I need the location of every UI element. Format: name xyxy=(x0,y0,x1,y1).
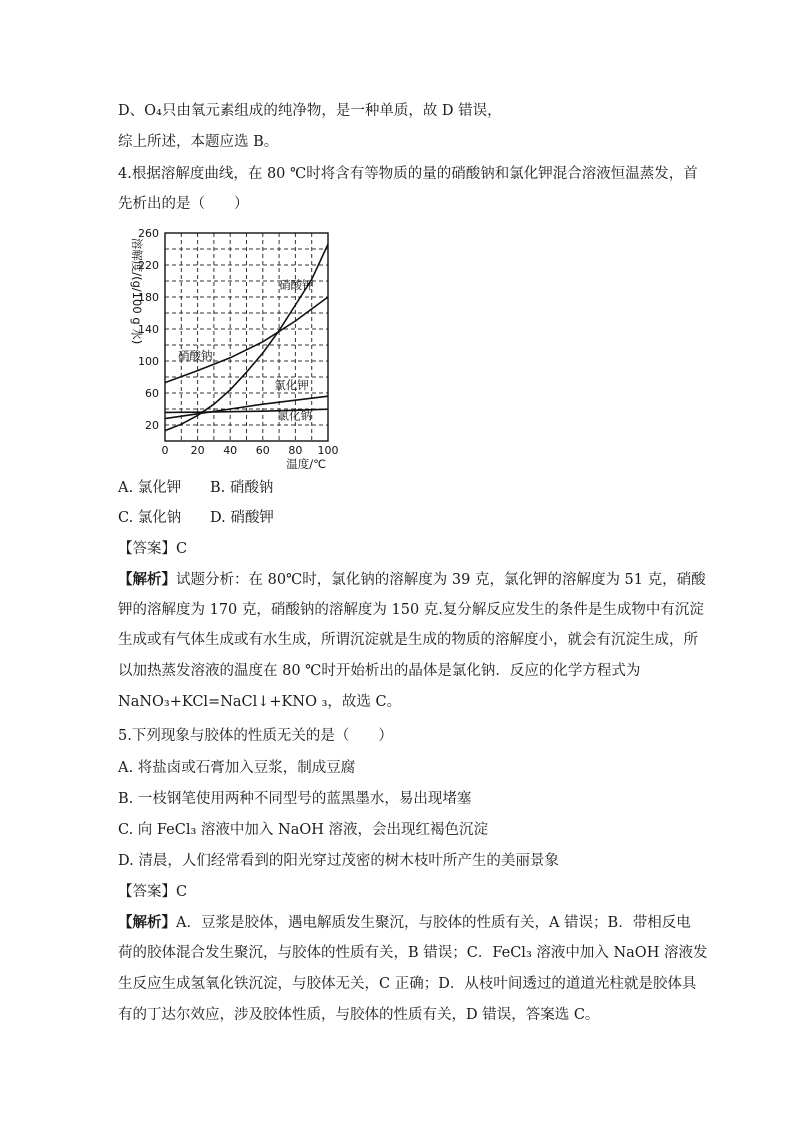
y-axis-label: 溶解度/(g/100 g 水) xyxy=(130,237,144,345)
q5-stem: 5.下列现象与胶体的性质无关的是（ ） xyxy=(118,728,393,744)
y-tick-label: 180 xyxy=(138,291,159,304)
q4-option-b: B. 硝酸钠 xyxy=(210,480,274,496)
y-tick-label: 20 xyxy=(145,419,159,432)
q4-stem-line1: 4.根据溶解度曲线，在 80 ℃时将含有等物质的量的硝酸钠和氯化钾混合溶液恒温蒸发，首 xyxy=(118,166,698,182)
q5-analysis-text: A．豆浆是胶体，遇电解质发生聚沉，与胶体的性质有关，A 错误；B．带相反电 xyxy=(176,915,691,931)
q4-answer: 【答案】C xyxy=(118,541,188,557)
q5-answer: 【答案】C xyxy=(118,884,188,900)
q5-analysis-line4: 有的丁达尔效应，涉及胶体性质，与胶体的性质有关，D 错误，答案选 C。 xyxy=(118,1007,600,1023)
q5-option-c: C. 向 FeCl₃ 溶液中加入 NaOH 溶液，会出现红褐色沉淀 xyxy=(118,822,488,838)
y-tick-label: 220 xyxy=(138,259,159,272)
chart-tick-labels xyxy=(130,227,338,469)
q5-option-a: A. 将盐卤或石膏加入豆浆，制成豆腐 xyxy=(118,760,356,776)
q4-analysis-line2: 钾的溶解度为 170 克，硝酸钠的溶解度为 150 克.复分解反应发生的条件是生成物中有沉淀 xyxy=(118,602,704,618)
q4-option-a: A. 氯化钾 xyxy=(118,480,182,496)
y-tick-label: 260 xyxy=(138,227,159,240)
y-tick-label: 100 xyxy=(138,355,159,368)
series-label: 氯化钠 xyxy=(277,408,312,423)
series-label: 氯化钾 xyxy=(274,378,309,392)
q5-option-d: D. 清晨，人们经常看到的阳光穿过茂密的树木枝叶所产生的美丽景象 xyxy=(118,853,559,869)
solubility-chart xyxy=(118,224,338,469)
x-tick-label: 100 xyxy=(317,444,338,457)
q4-option-c: C. 氯化钠 xyxy=(118,510,182,526)
y-tick-label: 140 xyxy=(138,323,159,336)
x-tick-label: 40 xyxy=(223,444,238,457)
x-tick-label: 20 xyxy=(190,444,205,457)
x-tick-label: 60 xyxy=(255,444,270,457)
series-label: 硝酸钠 xyxy=(178,348,213,363)
q4-analysis-line1 xyxy=(118,570,706,590)
q4-analysis-line4: 以加热蒸发溶液的温度在 80 ℃时开始析出的晶体是氯化钠．反应的化学方程式为 xyxy=(118,663,641,679)
q3-option-d-analysis: D、O₄只由氧元素组成的纯净物，是一种单质，故 D 错误， xyxy=(118,103,502,119)
x-tick-label: 0 xyxy=(161,444,169,457)
q5-analysis-label: 【解析】 xyxy=(118,914,176,931)
q5-option-b: B. 一枝钢笔使用两种不同型号的蓝黑墨水，易出现堵塞 xyxy=(118,791,472,807)
q5-analysis-line3: 生反应生成氢氧化铁沉淀，与胶体无关，C 正确；D．从枝叶间透过的道道光柱就是胶体具 xyxy=(118,976,697,992)
x-axis-label: 温度/℃ xyxy=(286,457,326,469)
q4-analysis-text: 试题分析：在 80℃时，氯化钠的溶解度为 39 克，氯化钾的溶解度为 51 克，硝酸 xyxy=(176,572,706,588)
y-tick-label: 60 xyxy=(145,387,159,400)
q4-analysis-label: 【解析】 xyxy=(118,571,176,588)
series-label: 硝酸钾 xyxy=(279,278,314,292)
q4-analysis-line5: NaNO₃+KCl=NaCl↓+KNO ₃，故选 C。 xyxy=(118,694,402,710)
q5-analysis-line1 xyxy=(118,913,691,933)
q4-analysis-line3: 生成或有气体生成或有水生成，所谓沉淀就是生成的物质的溶解度小，就会有沉淀生成，所 xyxy=(118,632,698,648)
x-tick-label: 80 xyxy=(288,444,303,457)
q4-option-d: D. 硝酸钾 xyxy=(210,510,274,526)
q3-summary: 综上所述，本题应选 B。 xyxy=(118,134,279,150)
q4-stem-line2: 先析出的是（ ） xyxy=(118,196,249,212)
q5-analysis-line2: 荷的胶体混合发生聚沉，与胶体的性质有关，B 错误；C．FeCl₃ 溶液中加入 NaOH 溶液发 xyxy=(118,945,708,961)
